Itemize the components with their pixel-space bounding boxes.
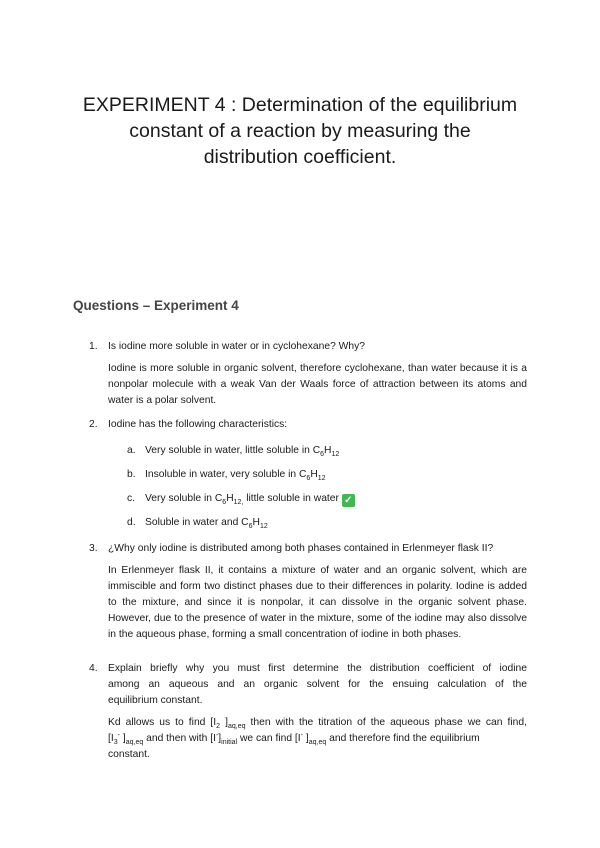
subscript: 2 bbox=[216, 723, 221, 730]
subscript: 6 bbox=[306, 475, 311, 482]
option-text: Soluble in water and C bbox=[145, 517, 249, 528]
subscript: 12 bbox=[317, 475, 326, 482]
option-text: Very soluble in C bbox=[145, 493, 223, 504]
question-number: 2. bbox=[89, 419, 98, 430]
section-heading: Questions – Experiment 4 bbox=[73, 298, 239, 313]
superscript: - bbox=[215, 732, 219, 739]
answer-line: constant. bbox=[108, 749, 150, 760]
question-text: Iodine has the following characteristics: bbox=[108, 419, 288, 430]
option-c bbox=[127, 491, 355, 507]
check-mark-icon: ✓ bbox=[342, 494, 355, 507]
option-text: little soluble in water bbox=[243, 493, 339, 504]
answer-text: and therefore find the equilibrium bbox=[326, 733, 480, 744]
question-number: 1. bbox=[89, 341, 98, 352]
option-letter: a. bbox=[127, 445, 136, 456]
subscript: 6 bbox=[248, 523, 253, 530]
option-letter: d. bbox=[127, 517, 136, 528]
answer-text: we can find [I bbox=[237, 733, 301, 744]
answer-text: ] bbox=[220, 717, 228, 728]
subscript: 6 bbox=[320, 451, 325, 458]
answer-line bbox=[108, 731, 527, 747]
subscript: 12 bbox=[259, 523, 268, 530]
document-title bbox=[40, 92, 560, 170]
answer-line bbox=[108, 715, 527, 731]
option-d bbox=[127, 515, 268, 531]
subscript: 12, bbox=[233, 499, 244, 506]
option-text: H bbox=[252, 517, 260, 528]
question-text: ¿Why only iodine is distributed among both phases contained in Erlenmeyer flask II? bbox=[108, 543, 494, 554]
answer-4 bbox=[108, 715, 527, 763]
option-text: H bbox=[226, 493, 234, 504]
option-text: H bbox=[310, 469, 318, 480]
subscript: 12 bbox=[331, 451, 340, 458]
subscript: aq,eq bbox=[227, 723, 246, 730]
subscript: aq,eq bbox=[125, 739, 144, 746]
option-letter: c. bbox=[127, 493, 136, 504]
answer-1: Iodine is more soluble in organic solvent, therefore cyclohexane, than water because it is a nonpolar molecule with a weak Van der Waals force of attraction between its atoms and water is a polar solvent. bbox=[108, 363, 527, 406]
answer-3: In Erlenmeyer flask II, it contains a mixture of water and an organic solvent, which are immiscible and form two distinct phases due to their differences in polarity. Iodine is added to the mixture, and since it is nonpolar, it can dissolve in the organic solvent phase. However, due to the presence of water in the mixture, some of the iodine may also dissolve in the aqueous phase, forming a small concentration of iodine in both phases. bbox=[108, 565, 527, 640]
question-text: Is iodine more soluble in water or in cyclohexane? Why? bbox=[108, 341, 365, 352]
question-text-line: among an aqueous and an organic solvent for the ensuing calculation of the bbox=[108, 679, 527, 690]
subscript: initial bbox=[221, 739, 238, 746]
title-line-2: constant of a reaction by measuring the bbox=[129, 120, 471, 142]
option-a bbox=[127, 443, 339, 459]
option-text: H bbox=[324, 445, 332, 456]
option-text: Very soluble in water, little soluble in C bbox=[145, 445, 321, 456]
answer-text: [I bbox=[108, 733, 114, 744]
option-b bbox=[127, 467, 326, 483]
question-text bbox=[108, 661, 527, 709]
superscript: - bbox=[117, 732, 120, 739]
answer-text: ] bbox=[218, 733, 222, 744]
question-number: 3. bbox=[89, 543, 98, 554]
answer-text: ] bbox=[303, 733, 309, 744]
question-text-line: Explain briefly why you must first determine the distribution coefficient of iodine bbox=[108, 663, 527, 674]
title-line-3: distribution coefficient. bbox=[203, 146, 397, 168]
answer-text: ] bbox=[119, 733, 126, 744]
subscript: aq,eq bbox=[308, 739, 327, 746]
answer-text: then with the titration of the aqueous phase we can find, bbox=[245, 717, 527, 728]
answer-text: Kd allows us to find [I bbox=[108, 717, 217, 728]
option-text: Insoluble in water, very soluble in C bbox=[145, 469, 307, 480]
title-line-1: EXPERIMENT 4 : Determination of the equilibrium bbox=[82, 94, 518, 116]
subscript: 3 bbox=[113, 739, 118, 746]
answer-text: and then with [I bbox=[143, 733, 216, 744]
option-letter: b. bbox=[127, 469, 136, 480]
superscript: - bbox=[300, 732, 303, 739]
question-number: 4. bbox=[89, 663, 98, 674]
subscript: 6 bbox=[222, 499, 227, 506]
question-text-line: equilibrium constant. bbox=[108, 695, 203, 706]
